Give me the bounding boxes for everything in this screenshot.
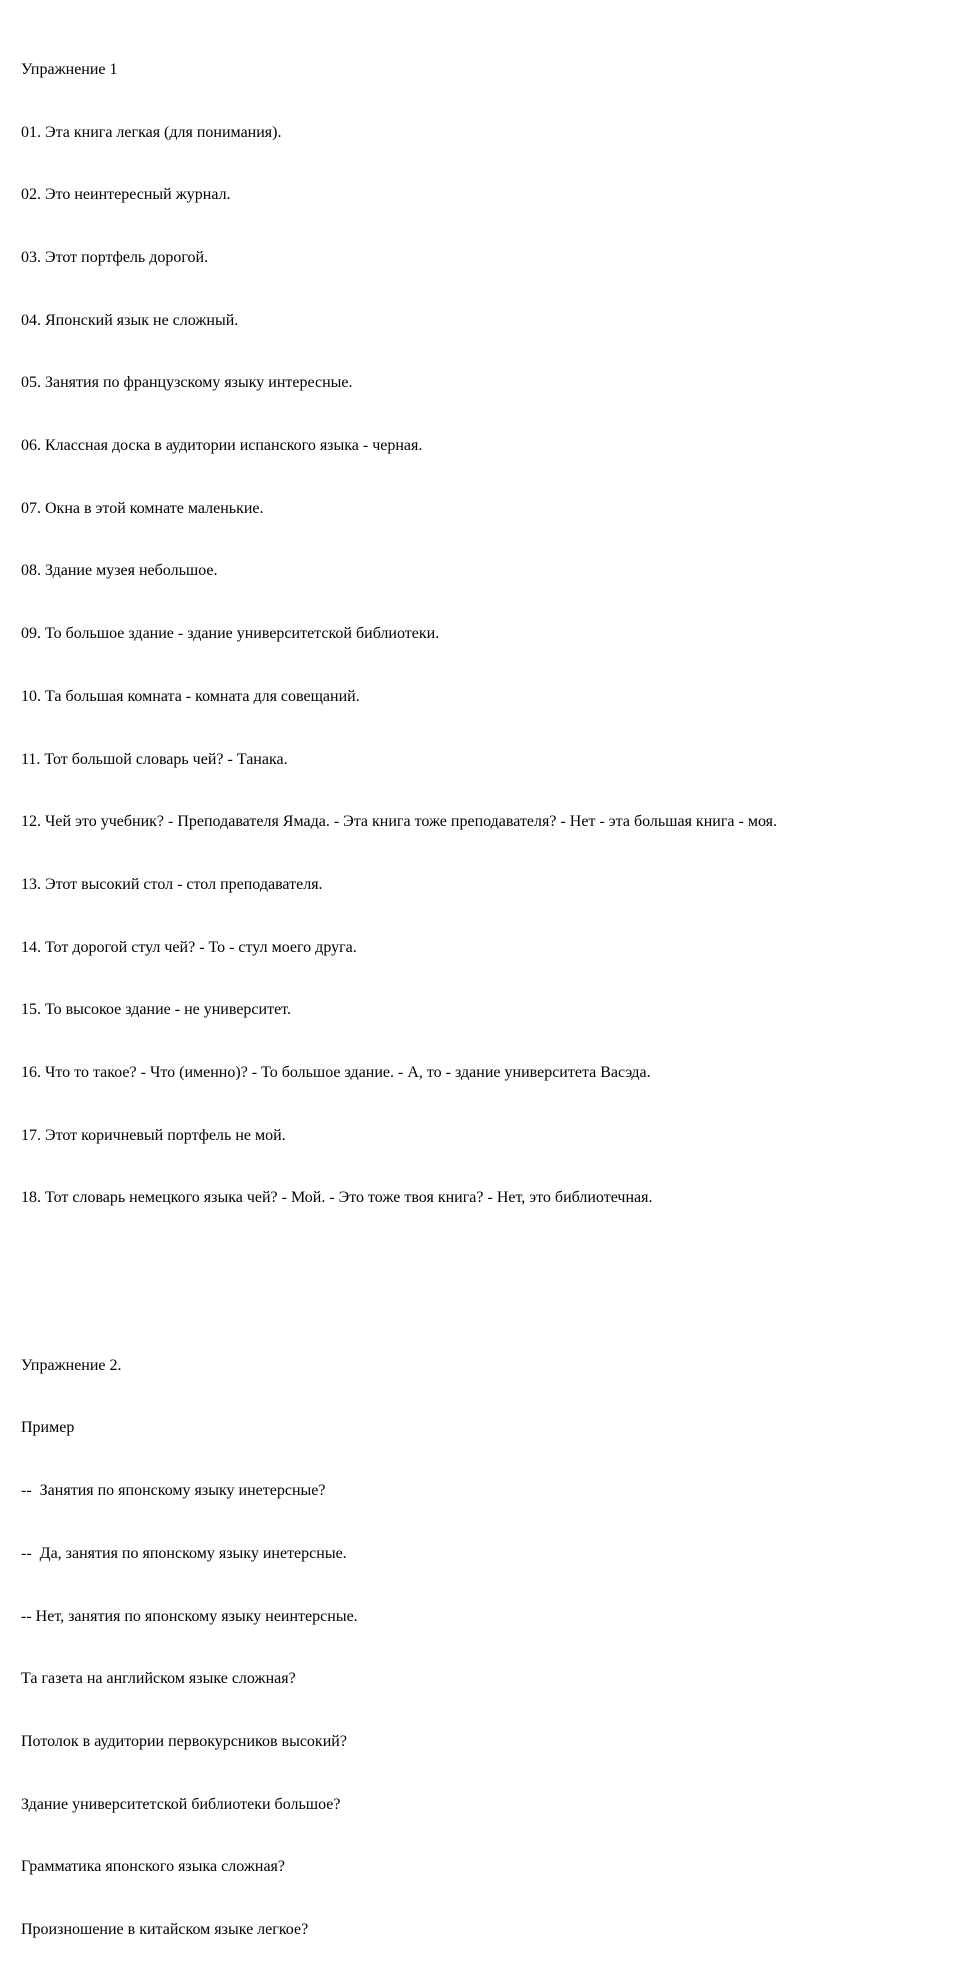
example-line: -- Да, занятия по японскому языку инетерсные. [21, 1544, 347, 1562]
exercise1-line: 12. Чей это учебник? - Преподавателя Ямада. - Эта книга тоже преподавателя? - Нет - эта большая книга - моя. [21, 813, 777, 831]
exercise1-line: 09. То большое здание - здание университетской библиотеки. [21, 625, 440, 643]
exercise1-line: 17. Этот коричневый портфель не мой. [21, 1126, 286, 1144]
exercise1-line: 10. Та большая комната - комната для совещаний. [21, 687, 360, 705]
exercise1-line: 18. Тот словарь немецкого языка чей? - Мой. - Это тоже твоя книга? - Нет, это библиотечная. [21, 1189, 653, 1207]
exercise1-line: 13. Этот высокий стол - стол преподавателя. [21, 875, 323, 893]
exercise1-line: 05. Занятия по французскому языку интересные. [21, 374, 353, 392]
exercise1-line: 14. Тот дорогой стул чей? - То - стул моего друга. [21, 938, 357, 956]
question-line: Грамматика японского языка сложная? [21, 1858, 285, 1876]
exercise1-line: 04. Японский язык не сложный. [21, 311, 239, 329]
exercise1-line: 01. Эта книга легкая (для понимания). [21, 123, 282, 141]
exercise1-line: 15. То высокое здание - не университет. [21, 1001, 291, 1019]
document-body [21, 18, 777, 1962]
exercise1-line: 11. Тот большой словарь чей? - Танака. [21, 750, 288, 768]
exercise1-title: Упражнение 1 [21, 60, 118, 78]
question-line: Здание университетской библиотеки большое? [21, 1795, 341, 1813]
exercise1-line: 16. Что то такое? - Что (именно)? - То большое здание. - А, то - здание университета Васэда. [21, 1064, 651, 1082]
exercise1-line: 07. Окна в этой комнате маленькие. [21, 499, 264, 517]
question-line: Потолок в аудитории первокурсников высокий? [21, 1732, 347, 1750]
question-line: Та газета на английском языке сложная? [21, 1670, 296, 1688]
section-spacer [21, 1272, 777, 1293]
exercise1-line: 08. Здание музея небольшое. [21, 562, 218, 580]
exercise1-line: 02. Это неинтересный журнал. [21, 186, 231, 204]
exercise1-line: 06. Классная доска в аудитории испанского языка - черная. [21, 437, 423, 455]
question-line: Произношение в китайском языке легкое? [21, 1921, 309, 1939]
example-label: Пример [21, 1419, 75, 1437]
example-line: -- Нет, занятия по японскому языку неинтерсные. [21, 1607, 358, 1625]
exercise2-title: Упражнение 2. [21, 1356, 122, 1374]
exercise1-line: 03. Этот портфель дорогой. [21, 248, 209, 266]
example-line: -- Занятия по японскому языку инетерсные? [21, 1482, 326, 1500]
